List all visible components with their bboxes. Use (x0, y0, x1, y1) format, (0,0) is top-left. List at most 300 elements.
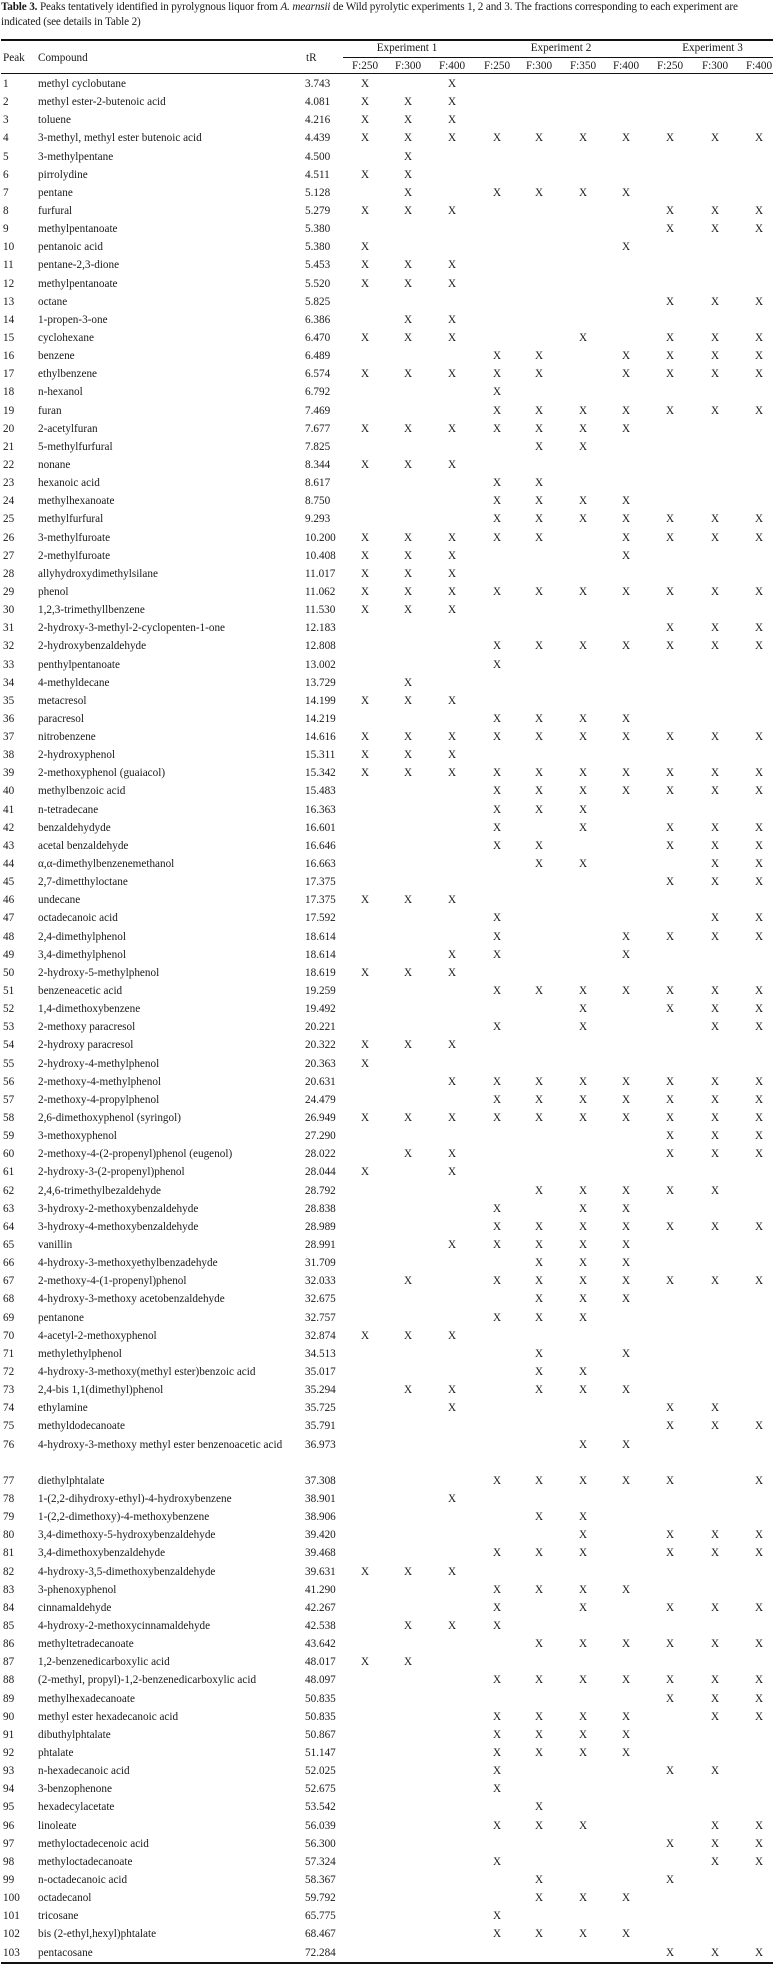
compound-name: n-hexanol (38, 386, 83, 399)
peak-number: 50 (3, 966, 15, 979)
presence-mark: X (492, 1547, 502, 1560)
retention-time: 16.601 (305, 821, 336, 834)
retention-time: 57.324 (305, 1855, 336, 1868)
presence-mark: X (621, 241, 631, 254)
presence-mark: X (403, 749, 413, 762)
header-fraction: F:300 (394, 60, 422, 72)
presence-mark: X (710, 132, 720, 145)
presence-mark: X (578, 1547, 588, 1560)
presence-mark: X (447, 1148, 457, 1161)
presence-mark: X (403, 422, 413, 435)
compound-name: 1-propen-3-one (38, 313, 108, 326)
retention-time: 20.322 (305, 1039, 336, 1052)
compound-name: 2-hydroxy-3-methyl-2-cyclopenten-1-one (38, 622, 226, 635)
peak-number: 85 (3, 1619, 15, 1632)
compound-name: 3,4-dimethoxybenzaldehyde (38, 1547, 166, 1560)
presence-mark: X (665, 1765, 675, 1778)
presence-mark: X (403, 604, 413, 617)
compound-name: 5-methylfurfural (38, 440, 113, 453)
presence-mark: X (403, 676, 413, 689)
presence-mark: X (754, 1710, 764, 1723)
compound-name: 4-hydroxy-3,5-dimethoxybenzaldehyde (38, 1565, 216, 1578)
presence-mark: X (754, 1112, 764, 1125)
compound-name: 2-hydroxy-3-(2-propenyl)phenol (38, 1166, 185, 1179)
table-row (0, 166, 777, 184)
presence-mark: X (621, 1710, 631, 1723)
retention-time: 38.906 (305, 1511, 336, 1524)
table-row (0, 1690, 777, 1708)
presence-mark: X (621, 186, 631, 199)
presence-mark: X (578, 1384, 588, 1397)
retention-time: 7.469 (305, 404, 331, 417)
peak-number: 4 (3, 132, 9, 145)
presence-mark: X (492, 404, 502, 417)
presence-mark: X (447, 204, 457, 217)
presence-mark: X (447, 313, 457, 326)
compound-name: toluene (38, 114, 71, 127)
presence-mark: X (665, 404, 675, 417)
presence-mark: X (492, 1928, 502, 1941)
presence-mark: X (621, 585, 631, 598)
presence-mark: X (754, 1420, 764, 1433)
peak-number: 26 (3, 531, 15, 544)
presence-mark: X (710, 1601, 720, 1614)
peak-number: 60 (3, 1148, 15, 1161)
table-row (0, 1417, 777, 1435)
peak-number: 80 (3, 1529, 15, 1542)
presence-mark: X (447, 422, 457, 435)
retention-time: 10.200 (305, 531, 336, 544)
presence-mark: X (447, 458, 457, 471)
retention-time: 50.835 (305, 1710, 336, 1723)
presence-mark: X (665, 204, 675, 217)
compound-name: furan (38, 404, 62, 417)
retention-time: 19.492 (305, 1003, 336, 1016)
presence-mark: X (665, 1420, 675, 1433)
table-row (0, 474, 777, 492)
presence-mark: X (754, 223, 764, 236)
retention-time: 12.808 (305, 640, 336, 653)
retention-time: 6.489 (305, 350, 331, 363)
presence-mark: X (360, 168, 370, 181)
compound-name: metacresol (38, 694, 87, 707)
presence-mark: X (492, 1202, 502, 1215)
presence-mark: X (754, 531, 764, 544)
retention-time: 6.792 (305, 386, 331, 399)
retention-time: 48.017 (305, 1656, 336, 1669)
presence-mark: X (578, 585, 588, 598)
table-row (0, 1617, 777, 1635)
presence-mark: X (403, 731, 413, 744)
peak-number: 84 (3, 1601, 15, 1614)
presence-mark: X (710, 821, 720, 834)
compound-name: undecane (38, 894, 81, 907)
presence-mark: X (665, 1873, 675, 1886)
presence-mark: X (710, 1402, 720, 1415)
retention-time: 56.039 (305, 1819, 336, 1832)
compound-name: nitrobenzene (38, 731, 96, 744)
presence-mark: X (665, 785, 675, 798)
compound-name: benzene (38, 350, 75, 363)
table-row (0, 1309, 777, 1327)
presence-mark: X (578, 640, 588, 653)
compound-name: furfural (38, 204, 73, 217)
presence-mark: X (621, 1583, 631, 1596)
peak-number: 22 (3, 458, 15, 471)
presence-mark: X (534, 1710, 544, 1723)
presence-mark: X (492, 368, 502, 381)
presence-mark: X (360, 749, 370, 762)
presence-mark: X (447, 966, 457, 979)
peak-number: 90 (3, 1710, 15, 1723)
presence-mark: X (492, 930, 502, 943)
peak-number: 75 (3, 1420, 15, 1433)
presence-mark: X (360, 241, 370, 254)
compound-name: 3-methyl, methyl ester butenoic acid (38, 132, 202, 145)
peak-number: 37 (3, 731, 15, 744)
presence-mark: X (621, 1202, 631, 1215)
peak-number: 103 (3, 1946, 20, 1959)
presence-mark: X (665, 350, 675, 363)
table-row (0, 1544, 777, 1562)
presence-mark: X (754, 1220, 764, 1233)
table-row (0, 1363, 777, 1381)
presence-mark: X (403, 567, 413, 580)
peak-number: 17 (3, 368, 15, 381)
presence-mark: X (754, 1946, 764, 1959)
peak-number: 98 (3, 1855, 15, 1868)
presence-mark: X (754, 1021, 764, 1034)
presence-mark: X (665, 1946, 675, 1959)
presence-mark: X (578, 1202, 588, 1215)
retention-time: 6.574 (305, 368, 331, 381)
presence-mark: X (403, 368, 413, 381)
presence-mark: X (621, 640, 631, 653)
peak-number: 28 (3, 567, 15, 580)
presence-mark: X (665, 1112, 675, 1125)
peak-number: 6 (3, 168, 9, 181)
presence-mark: X (578, 1583, 588, 1596)
retention-time: 4.081 (305, 96, 331, 109)
presence-mark: X (665, 1075, 675, 1088)
table-row (0, 891, 777, 909)
header-fraction: F:250 (351, 60, 379, 72)
peak-number: 43 (3, 839, 15, 852)
presence-mark: X (492, 1674, 502, 1687)
compound-table-body (0, 75, 777, 1962)
table-row (0, 402, 777, 420)
caption-text-2: de Wild pyrolytic experiments 1, 2 and 3. The fractions corresponding to each experiment are indicated (see details in Table 2) (1, 1, 738, 28)
table-row (0, 510, 777, 528)
presence-mark: X (710, 1765, 720, 1778)
presence-mark: X (360, 604, 370, 617)
header-experiment-3: Experiment 3 (682, 42, 743, 54)
presence-mark: X (534, 1674, 544, 1687)
presence-mark: X (665, 1474, 675, 1487)
compound-name: methylfurfural (38, 513, 104, 526)
presence-mark: X (360, 96, 370, 109)
presence-mark: X (534, 422, 544, 435)
table-row (0, 256, 777, 274)
retention-time: 39.631 (305, 1565, 336, 1578)
compound-name: 2-hydroxy-4-methylphenol (38, 1057, 160, 1070)
presence-mark: X (621, 785, 631, 798)
presence-mark: X (754, 1474, 764, 1487)
presence-mark: X (492, 1275, 502, 1288)
presence-mark: X (665, 1184, 675, 1197)
header-fraction: F:300 (525, 60, 553, 72)
peak-number: 100 (3, 1892, 20, 1905)
presence-mark: X (754, 204, 764, 217)
compound-name: 2-methoxy-4-propylphenol (38, 1093, 160, 1106)
presence-mark: X (447, 1239, 457, 1251)
compound-name: (2-methyl, propyl)-1,2-benzenedicarboxylic acid (38, 1674, 257, 1687)
table-row (0, 1726, 777, 1744)
presence-mark: X (578, 1710, 588, 1723)
peak-number: 16 (3, 350, 15, 363)
table-row (0, 1000, 777, 1018)
peak-number: 88 (3, 1674, 15, 1687)
presence-mark: X (710, 1275, 720, 1288)
presence-mark: X (578, 1293, 588, 1306)
presence-mark: X (621, 1347, 631, 1360)
presence-mark: X (710, 1112, 720, 1125)
presence-mark: X (492, 1075, 502, 1088)
presence-mark: X (754, 821, 764, 834)
presence-mark: X (492, 1855, 502, 1868)
presence-mark: X (578, 1311, 588, 1324)
presence-mark: X (578, 1075, 588, 1088)
presence-mark: X (710, 1220, 720, 1233)
compound-name: 2-methoxy-4-methylphenol (38, 1075, 162, 1088)
table-row (0, 383, 777, 401)
presence-mark: X (534, 186, 544, 199)
table-row (0, 1436, 777, 1472)
compound-name: 2-hydroxyphenol (38, 749, 116, 762)
presence-mark: X (492, 712, 502, 725)
presence-mark: X (710, 1021, 720, 1034)
presence-mark: X (710, 1819, 720, 1832)
presence-mark: X (621, 368, 631, 381)
table-row (0, 1036, 777, 1054)
compound-name: cinnamaldehyde (38, 1601, 112, 1614)
presence-mark: X (621, 767, 631, 780)
peak-number: 79 (3, 1511, 15, 1524)
retention-time: 36.973 (305, 1438, 336, 1451)
compound-name: methylhexadecanoate (38, 1692, 135, 1705)
caption-species: A. mearnsii (280, 1, 331, 13)
presence-mark: X (447, 1619, 457, 1632)
retention-time: 28.991 (305, 1239, 336, 1251)
presence-mark: X (754, 368, 764, 381)
retention-time: 52.675 (305, 1783, 336, 1796)
table-row (0, 909, 777, 927)
presence-mark: X (447, 767, 457, 780)
presence-mark: X (447, 585, 457, 598)
presence-mark: X (492, 1583, 502, 1596)
retention-time: 8.617 (305, 477, 331, 490)
table-row (0, 1744, 777, 1762)
compound-name: 2-methoxy-4-(1-propenyl)phenol (38, 1275, 187, 1288)
presence-mark: X (710, 223, 720, 236)
presence-mark: X (754, 1547, 764, 1560)
presence-mark: X (578, 331, 588, 344)
header-experiment-2: Experiment 2 (530, 42, 592, 54)
compound-name: 2,4,6-trimethylbezaldehyde (38, 1184, 162, 1197)
presence-mark: X (492, 1601, 502, 1614)
presence-mark: X (665, 640, 675, 653)
table-row (0, 148, 777, 166)
table-row (0, 1780, 777, 1798)
presence-mark: X (447, 567, 457, 580)
presence-mark: X (621, 1093, 631, 1106)
retention-time: 16.363 (305, 803, 336, 816)
presence-mark: X (578, 1438, 588, 1451)
presence-mark: X (665, 930, 675, 943)
retention-time: 7.825 (305, 440, 331, 453)
presence-mark: X (665, 731, 675, 744)
presence-mark: X (621, 731, 631, 744)
presence-mark: X (665, 585, 675, 598)
peak-number: 89 (3, 1692, 15, 1705)
retention-time: 15.311 (305, 749, 336, 762)
retention-time: 52.025 (305, 1765, 336, 1778)
presence-mark: X (621, 513, 631, 526)
presence-mark: X (403, 767, 413, 780)
presence-mark: X (360, 585, 370, 598)
presence-mark: X (665, 368, 675, 381)
presence-mark: X (754, 1075, 764, 1088)
presence-mark: X (534, 1928, 544, 1941)
presence-mark: X (621, 1257, 631, 1270)
presence-mark: X (534, 985, 544, 998)
table-row (0, 782, 777, 800)
presence-mark: X (710, 1710, 720, 1723)
retention-time: 42.538 (305, 1619, 336, 1632)
presence-mark: X (360, 458, 370, 471)
presence-mark: X (710, 985, 720, 998)
peak-number: 72 (3, 1365, 15, 1378)
peak-number: 86 (3, 1638, 15, 1651)
peak-number: 94 (3, 1783, 15, 1796)
compound-name: 1,4-dimethoxybenzene (38, 1003, 141, 1016)
presence-mark: X (492, 640, 502, 653)
table-row (0, 220, 777, 238)
presence-mark: X (621, 1638, 631, 1651)
presence-mark: X (492, 1746, 502, 1759)
presence-mark: X (710, 1130, 720, 1143)
retention-time: 42.267 (305, 1601, 336, 1614)
retention-time: 18.619 (305, 966, 336, 979)
peak-number: 58 (3, 1112, 15, 1125)
table-row (0, 547, 777, 565)
presence-mark: X (360, 1329, 370, 1342)
presence-mark: X (578, 513, 588, 526)
presence-mark: X (447, 277, 457, 290)
presence-mark: X (621, 1293, 631, 1306)
peak-number: 76 (3, 1438, 15, 1451)
retention-time: 13.729 (305, 676, 336, 689)
presence-mark: X (403, 259, 413, 272)
presence-mark: X (447, 894, 457, 907)
presence-mark: X (578, 1928, 588, 1941)
presence-mark: X (534, 1728, 544, 1741)
presence-mark: X (447, 259, 457, 272)
retention-time: 28.792 (305, 1184, 336, 1197)
compound-name: 2,4-bis 1,1(dimethyl)phenol (38, 1384, 164, 1397)
presence-mark: X (360, 1039, 370, 1052)
presence-mark: X (754, 767, 764, 780)
compound-name: hexadecylacetate (38, 1801, 115, 1814)
presence-mark: X (447, 96, 457, 109)
peak-number: 69 (3, 1311, 15, 1324)
presence-mark: X (447, 331, 457, 344)
peak-number: 18 (3, 386, 15, 399)
peak-number: 29 (3, 585, 15, 598)
header-bottom-rule (1, 73, 773, 74)
presence-mark: X (578, 1529, 588, 1542)
presence-mark: X (621, 531, 631, 544)
peak-number: 42 (3, 821, 15, 834)
presence-mark: X (534, 477, 544, 490)
retention-time: 16.663 (305, 858, 336, 871)
experiment-header-rule (343, 57, 773, 58)
peak-number: 71 (3, 1347, 15, 1360)
presence-mark: X (492, 513, 502, 526)
presence-mark: X (665, 821, 675, 834)
table-row (0, 1073, 777, 1091)
presence-mark: X (710, 331, 720, 344)
retention-time: 17.592 (305, 912, 336, 925)
presence-mark: X (665, 331, 675, 344)
peak-number: 7 (3, 186, 9, 199)
retention-time: 28.022 (305, 1148, 336, 1161)
retention-time: 50.867 (305, 1728, 336, 1741)
presence-mark: X (534, 1892, 544, 1905)
presence-mark: X (621, 1384, 631, 1397)
table-row (0, 275, 777, 293)
peak-number: 11 (3, 259, 14, 272)
table-row (0, 438, 777, 456)
compound-name: tricosane (38, 1910, 79, 1923)
peak-number: 40 (3, 785, 15, 798)
peak-number: 97 (3, 1837, 15, 1850)
table-row (0, 1944, 777, 1962)
retention-time: 17.375 (305, 894, 336, 907)
compound-name: 2-hydroxy paracresol (38, 1039, 134, 1052)
peak-number: 92 (3, 1746, 15, 1759)
presence-mark: X (754, 1003, 764, 1016)
retention-time: 15.342 (305, 767, 336, 780)
table-row (0, 1853, 777, 1871)
presence-mark: X (754, 1819, 764, 1832)
table-row (0, 420, 777, 438)
peak-number: 91 (3, 1728, 15, 1741)
presence-mark: X (665, 1529, 675, 1542)
peak-number: 59 (3, 1130, 15, 1143)
compound-name: acetal benzaldehyde (38, 839, 129, 852)
presence-mark: X (621, 422, 631, 435)
retention-time: 19.259 (305, 985, 336, 998)
presence-mark: X (534, 1474, 544, 1487)
compound-name: 2,7-dimetthyloctane (38, 876, 128, 889)
table-row (0, 1200, 777, 1218)
presence-mark: X (534, 785, 544, 798)
table-row (0, 1018, 777, 1036)
peak-number: 101 (3, 1910, 20, 1923)
presence-mark: X (578, 1638, 588, 1651)
retention-time: 20.221 (305, 1021, 336, 1034)
